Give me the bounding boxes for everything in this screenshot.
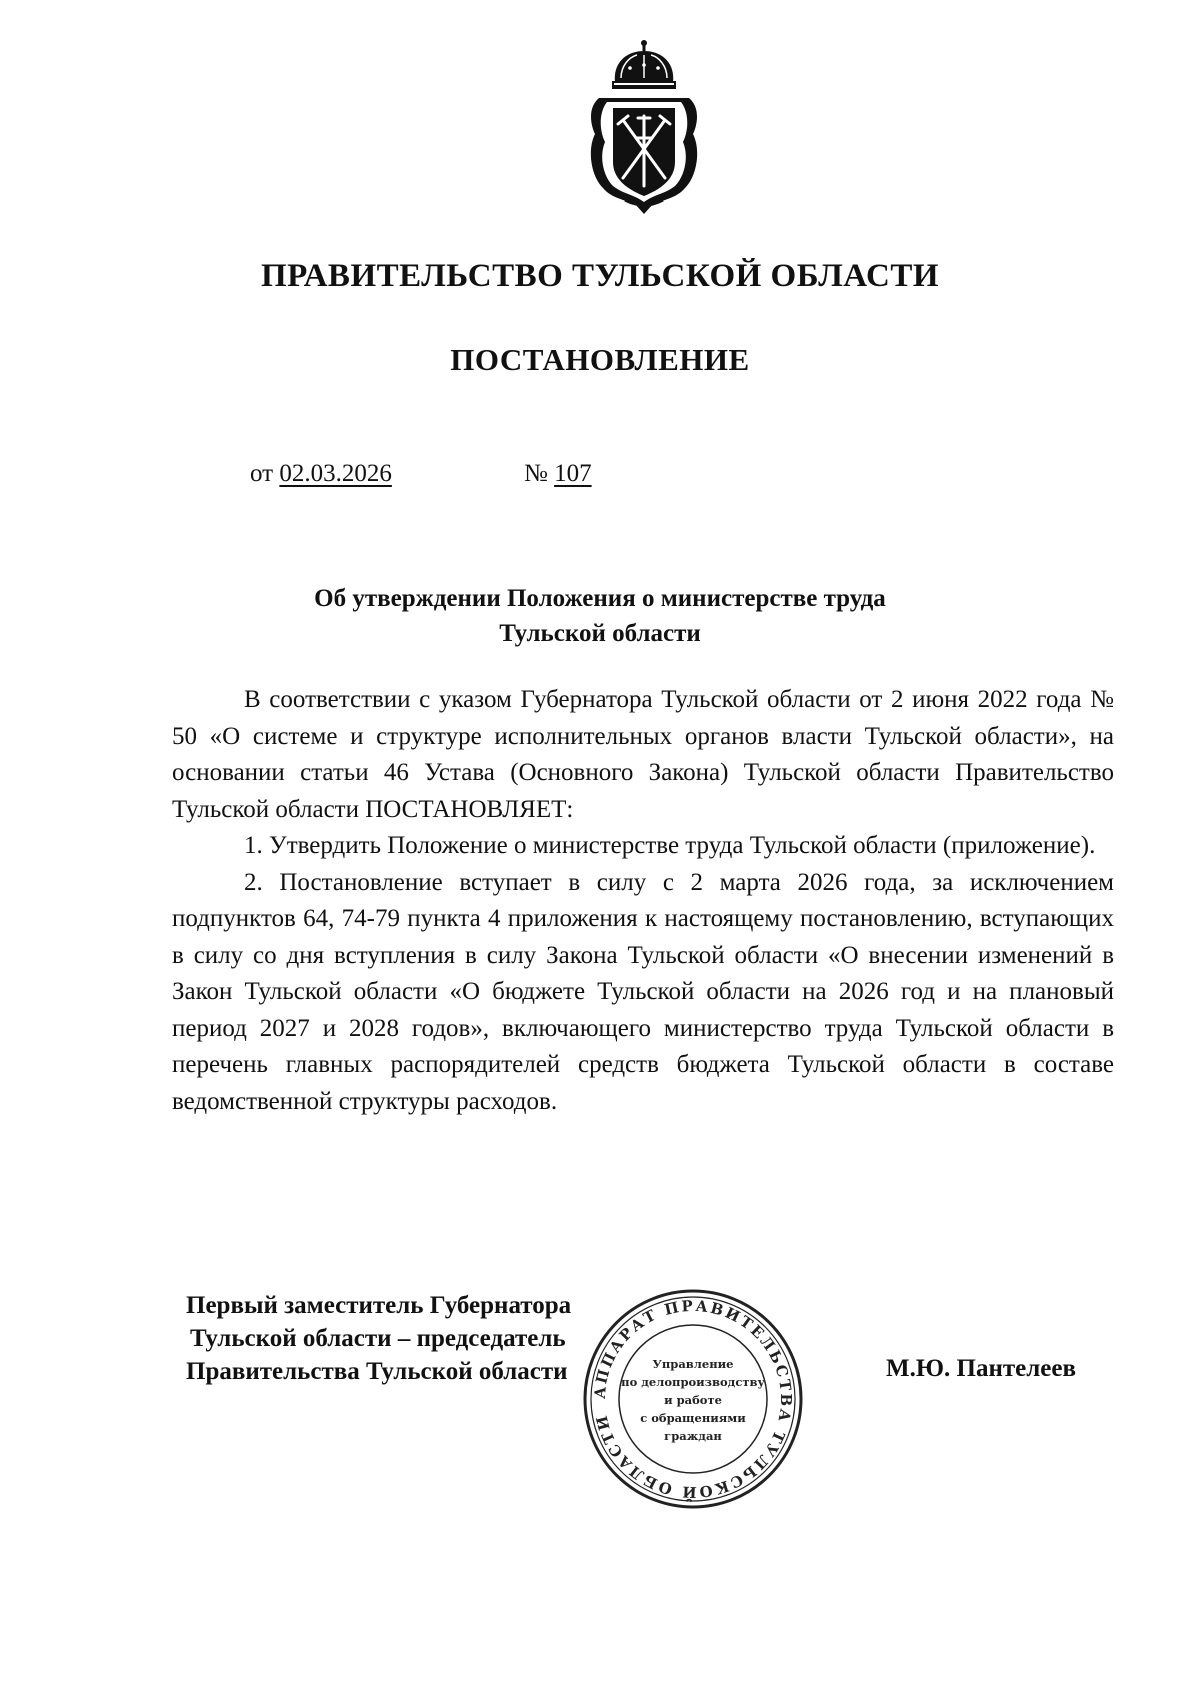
subject-line: Об утверждении Положения о министерстве труда	[314, 585, 886, 612]
number-value: 107	[554, 460, 592, 487]
clause-1-paragraph: 1. Утвердить Положение о министерстве труда Тульской области (приложение).	[244, 832, 1096, 859]
stamp-center-line: и работе	[664, 1393, 722, 1407]
stamp-center-line: по делопроизводству	[621, 1375, 765, 1389]
document-type-title: ПОСТАНОВЛЕНИЕ	[450, 342, 750, 377]
signatory-position	[186, 1289, 571, 1388]
document-body	[172, 682, 1114, 1120]
position-line: Правительства Тульской области	[186, 1358, 568, 1385]
position-line: Первый заместитель Губернатора	[186, 1292, 572, 1319]
clause-2-paragraph: 2. Постановление вступает в силу с 2 марта 2026 года, за исключением подпунктов 64, 74-79 пункта 4 приложения к настоящему постановлению, вступающих в силу со дня вступления в силу Закона Тульской области «О внесении изменений в Закон Тульской области «О бюджете Тульской области на 2026 год и на плановый период 2027 и 2028 годов», включающего министерство труда Тульской области в перечень главных распорядителей средств бюджета Тульской области в составе ведомственной структуры расходов.	[172, 868, 1114, 1115]
stamp-center-line: граждан	[664, 1429, 722, 1443]
preamble-paragraph: В соответствии с указом Губернатора Тульской области от 2 июня 2022 года № 50 «О системе и структуре исполнительных органов власти Тульской области», на основании статьи 46 Устава (Основного Закона) Тульской области Правительство Тульской области ПОСТАНОВЛЯЕТ:	[172, 686, 1114, 823]
document-date	[250, 460, 392, 488]
document-number	[524, 460, 592, 488]
number-prefix: №	[524, 460, 548, 487]
coat-of-arms-emblem	[585, 38, 703, 218]
crown-icon	[612, 40, 676, 89]
document-subject	[0, 581, 1200, 651]
subject-line: Тульской области	[499, 620, 701, 647]
position-line: Тульской области – председатель	[190, 1325, 566, 1352]
official-stamp	[580, 1286, 806, 1512]
stamp-ring-text: АППАРАТ ПРАВИТЕЛЬСТВА ТУЛЬСКОЙ ОБЛАСТИ	[590, 1296, 796, 1502]
date-prefix: от	[250, 460, 274, 487]
government-title: ПРАВИТЕЛЬСТВО ТУЛЬСКОЙ ОБЛАСТИ	[261, 258, 939, 294]
stamp-center-line: Управление	[652, 1357, 734, 1371]
stamp-center-line: с обращениями	[640, 1411, 746, 1425]
signatory-name: М.Ю. Пантелеев	[886, 1355, 1076, 1382]
date-value: 02.03.2026	[279, 460, 392, 487]
